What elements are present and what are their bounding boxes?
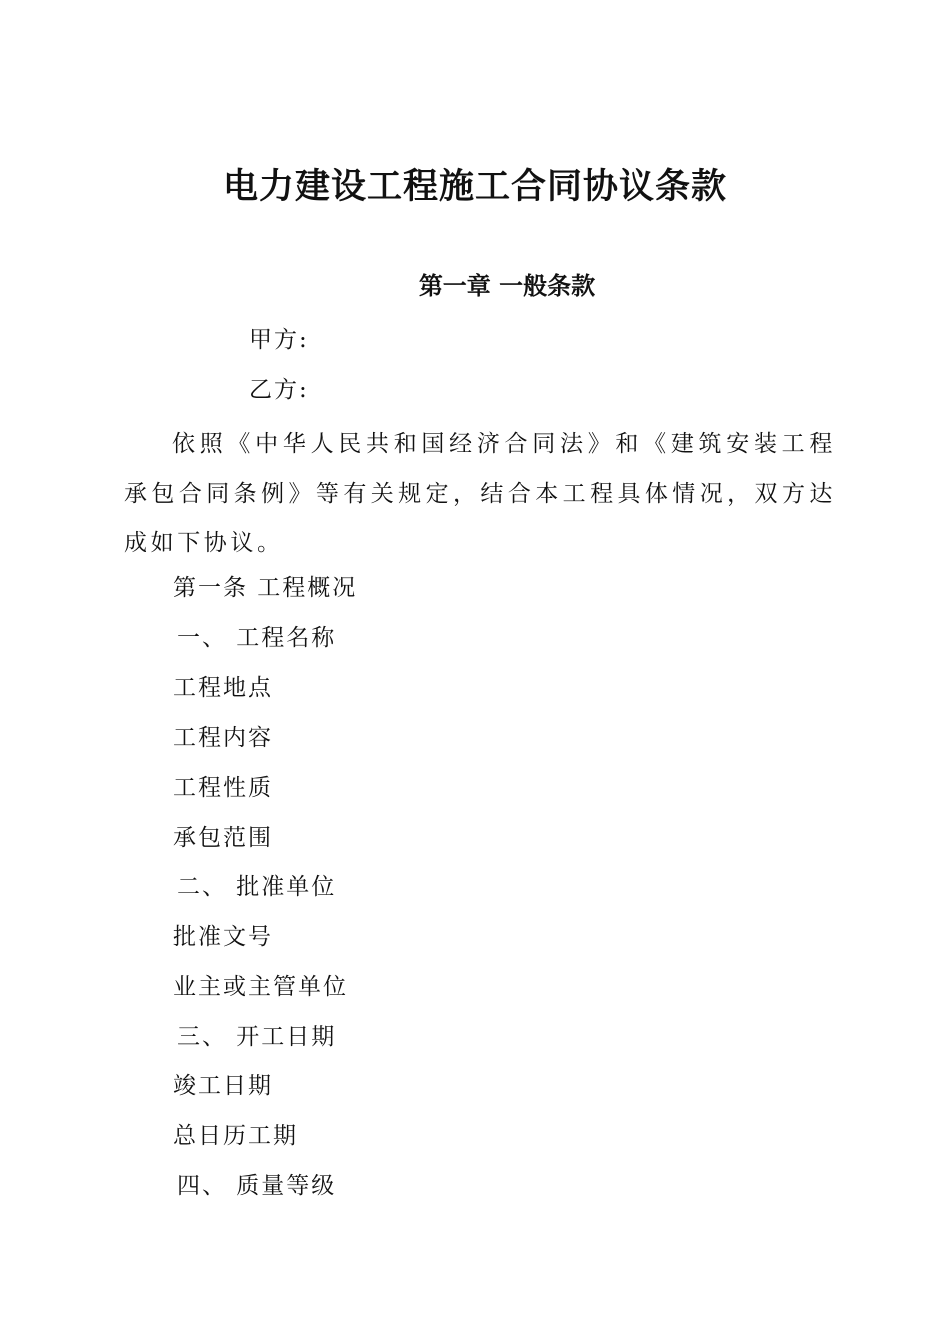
preamble-paragraph: 依照《中华人民共和国经济合同法》和《建筑安装工程承包合同条例》等有关规定，结合本工程具体情况，双方达成如下协议。 [124,431,836,556]
list-item: 竣工日期 [173,1073,273,1099]
document-title: 电力建设工程施工合同协议条款 [222,166,727,207]
chapter-heading: 第一章 一般条款 [418,271,596,300]
party-b-label: 乙方: [249,377,309,403]
list-item: 承包范围 [173,825,273,851]
list-item: 二、 批准单位 [177,874,337,900]
article-1-heading: 第一条 工程概况 [173,575,358,601]
list-item: 工程内容 [173,725,273,751]
list-item: 四、 质量等级 [177,1173,337,1199]
list-item: 一、 工程名称 [177,625,337,651]
list-item: 总日历工期 [173,1123,298,1149]
list-item: 三、 开工日期 [177,1024,337,1050]
list-item: 批准文号 [173,924,273,950]
list-item: 工程性质 [173,775,273,801]
list-item: 业主或主管单位 [173,974,348,1000]
party-a-label: 甲方: [249,327,309,353]
list-item: 工程地点 [173,675,273,701]
